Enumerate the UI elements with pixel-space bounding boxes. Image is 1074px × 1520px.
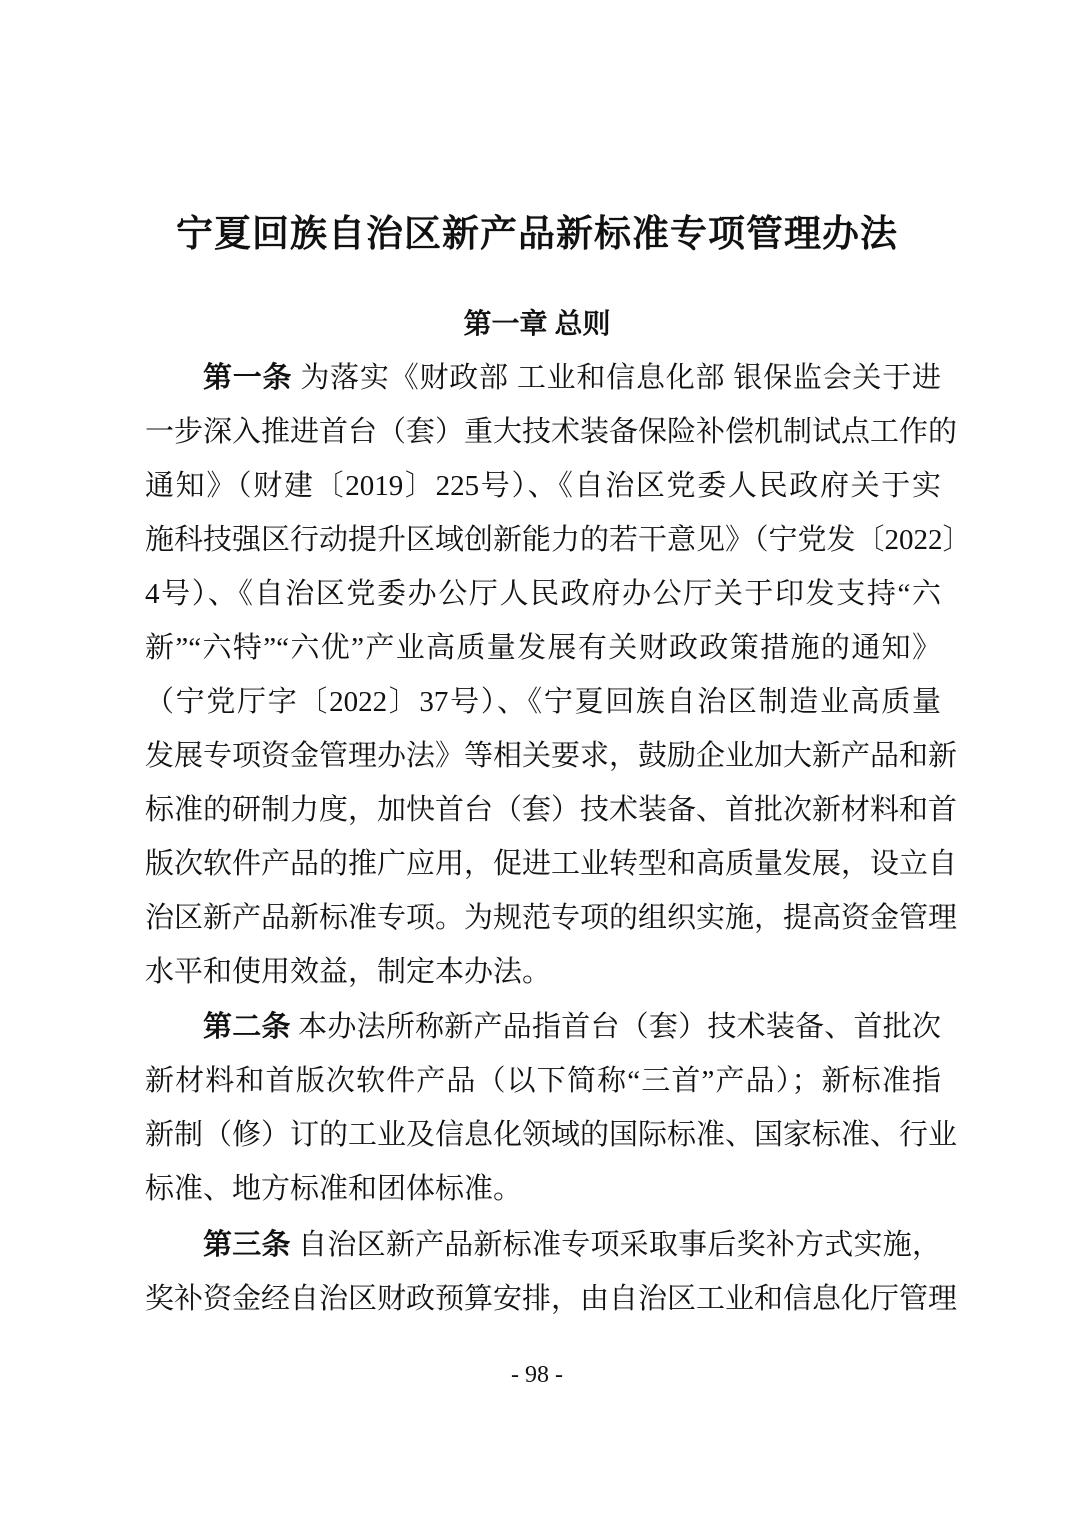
line: 标准、地方标准和团体标准。 (145, 1173, 523, 1205)
article-2-first-line (145, 1000, 941, 1054)
article-label: 第一条 (203, 362, 293, 394)
line: 发展专项资金管理办法》等相关要求，鼓励企业加大新产品和新 (145, 740, 958, 772)
line: 版次软件产品的推广应用，促进工业转型和高质量发展，设立自 (145, 848, 958, 880)
chapter-heading: 第一章 总则 (463, 309, 611, 340)
line-text: 为落实《财政部 工业和信息化部 银保监会关于进 (292, 362, 941, 394)
document-title: 宁夏回族自治区新产品新标准专项管理办法 (176, 214, 898, 255)
line: 4号）、《自治区党委办公厅人民政府办公厅关于印发支持“六 (145, 578, 941, 610)
article-2 (145, 1000, 958, 1216)
line: 治区新产品新标准专项。为规范专项的组织实施，提高资金管理 (145, 902, 958, 934)
line: 奖补资金经自治区财政预算安排，由自治区工业和信息化厅管理 (145, 1283, 958, 1315)
page-number: - 98 - (511, 1362, 563, 1388)
line: 新制（修）订的工业及信息化领域的国际标准、国家标准、行业 (145, 1119, 958, 1151)
line: 标准的研制力度，加快首台（套）技术装备、首批次新材料和首 (145, 794, 958, 826)
line: （宁党厅字〔2022〕37号）、《宁夏回族自治区制造业高质量 (145, 686, 941, 718)
line: 一步深入推进首台（套）重大技术装备保险补偿机制试点工作的 (145, 416, 958, 448)
article-1-first-line (145, 351, 941, 405)
line: 施科技强区行动提升区域创新能力的若干意见》（宁党发〔2022〕 (145, 524, 972, 556)
article-label: 第二条 (203, 1011, 291, 1043)
line: 水平和使用效益，制定本办法。 (145, 956, 552, 988)
line: 新材料和首版次软件产品（以下简称“三首”产品）；新标准指 (145, 1065, 941, 1097)
article-3-first-line (145, 1218, 941, 1272)
line: 通知》（财建〔2019〕225号）、《自治区党委人民政府关于实 (145, 470, 941, 502)
article-label: 第三条 (203, 1229, 291, 1261)
article-1 (145, 351, 972, 999)
line-text: 本办法所称新产品指首台（套）技术装备、首批次 (290, 1011, 941, 1043)
line-text: 自治区新产品新标准专项采取事后奖补方式实施， (290, 1229, 941, 1261)
article-3 (145, 1218, 958, 1326)
line: 新”“六特”“六优”产业高质量发展有关财政政策措施的通知》 (145, 632, 941, 664)
